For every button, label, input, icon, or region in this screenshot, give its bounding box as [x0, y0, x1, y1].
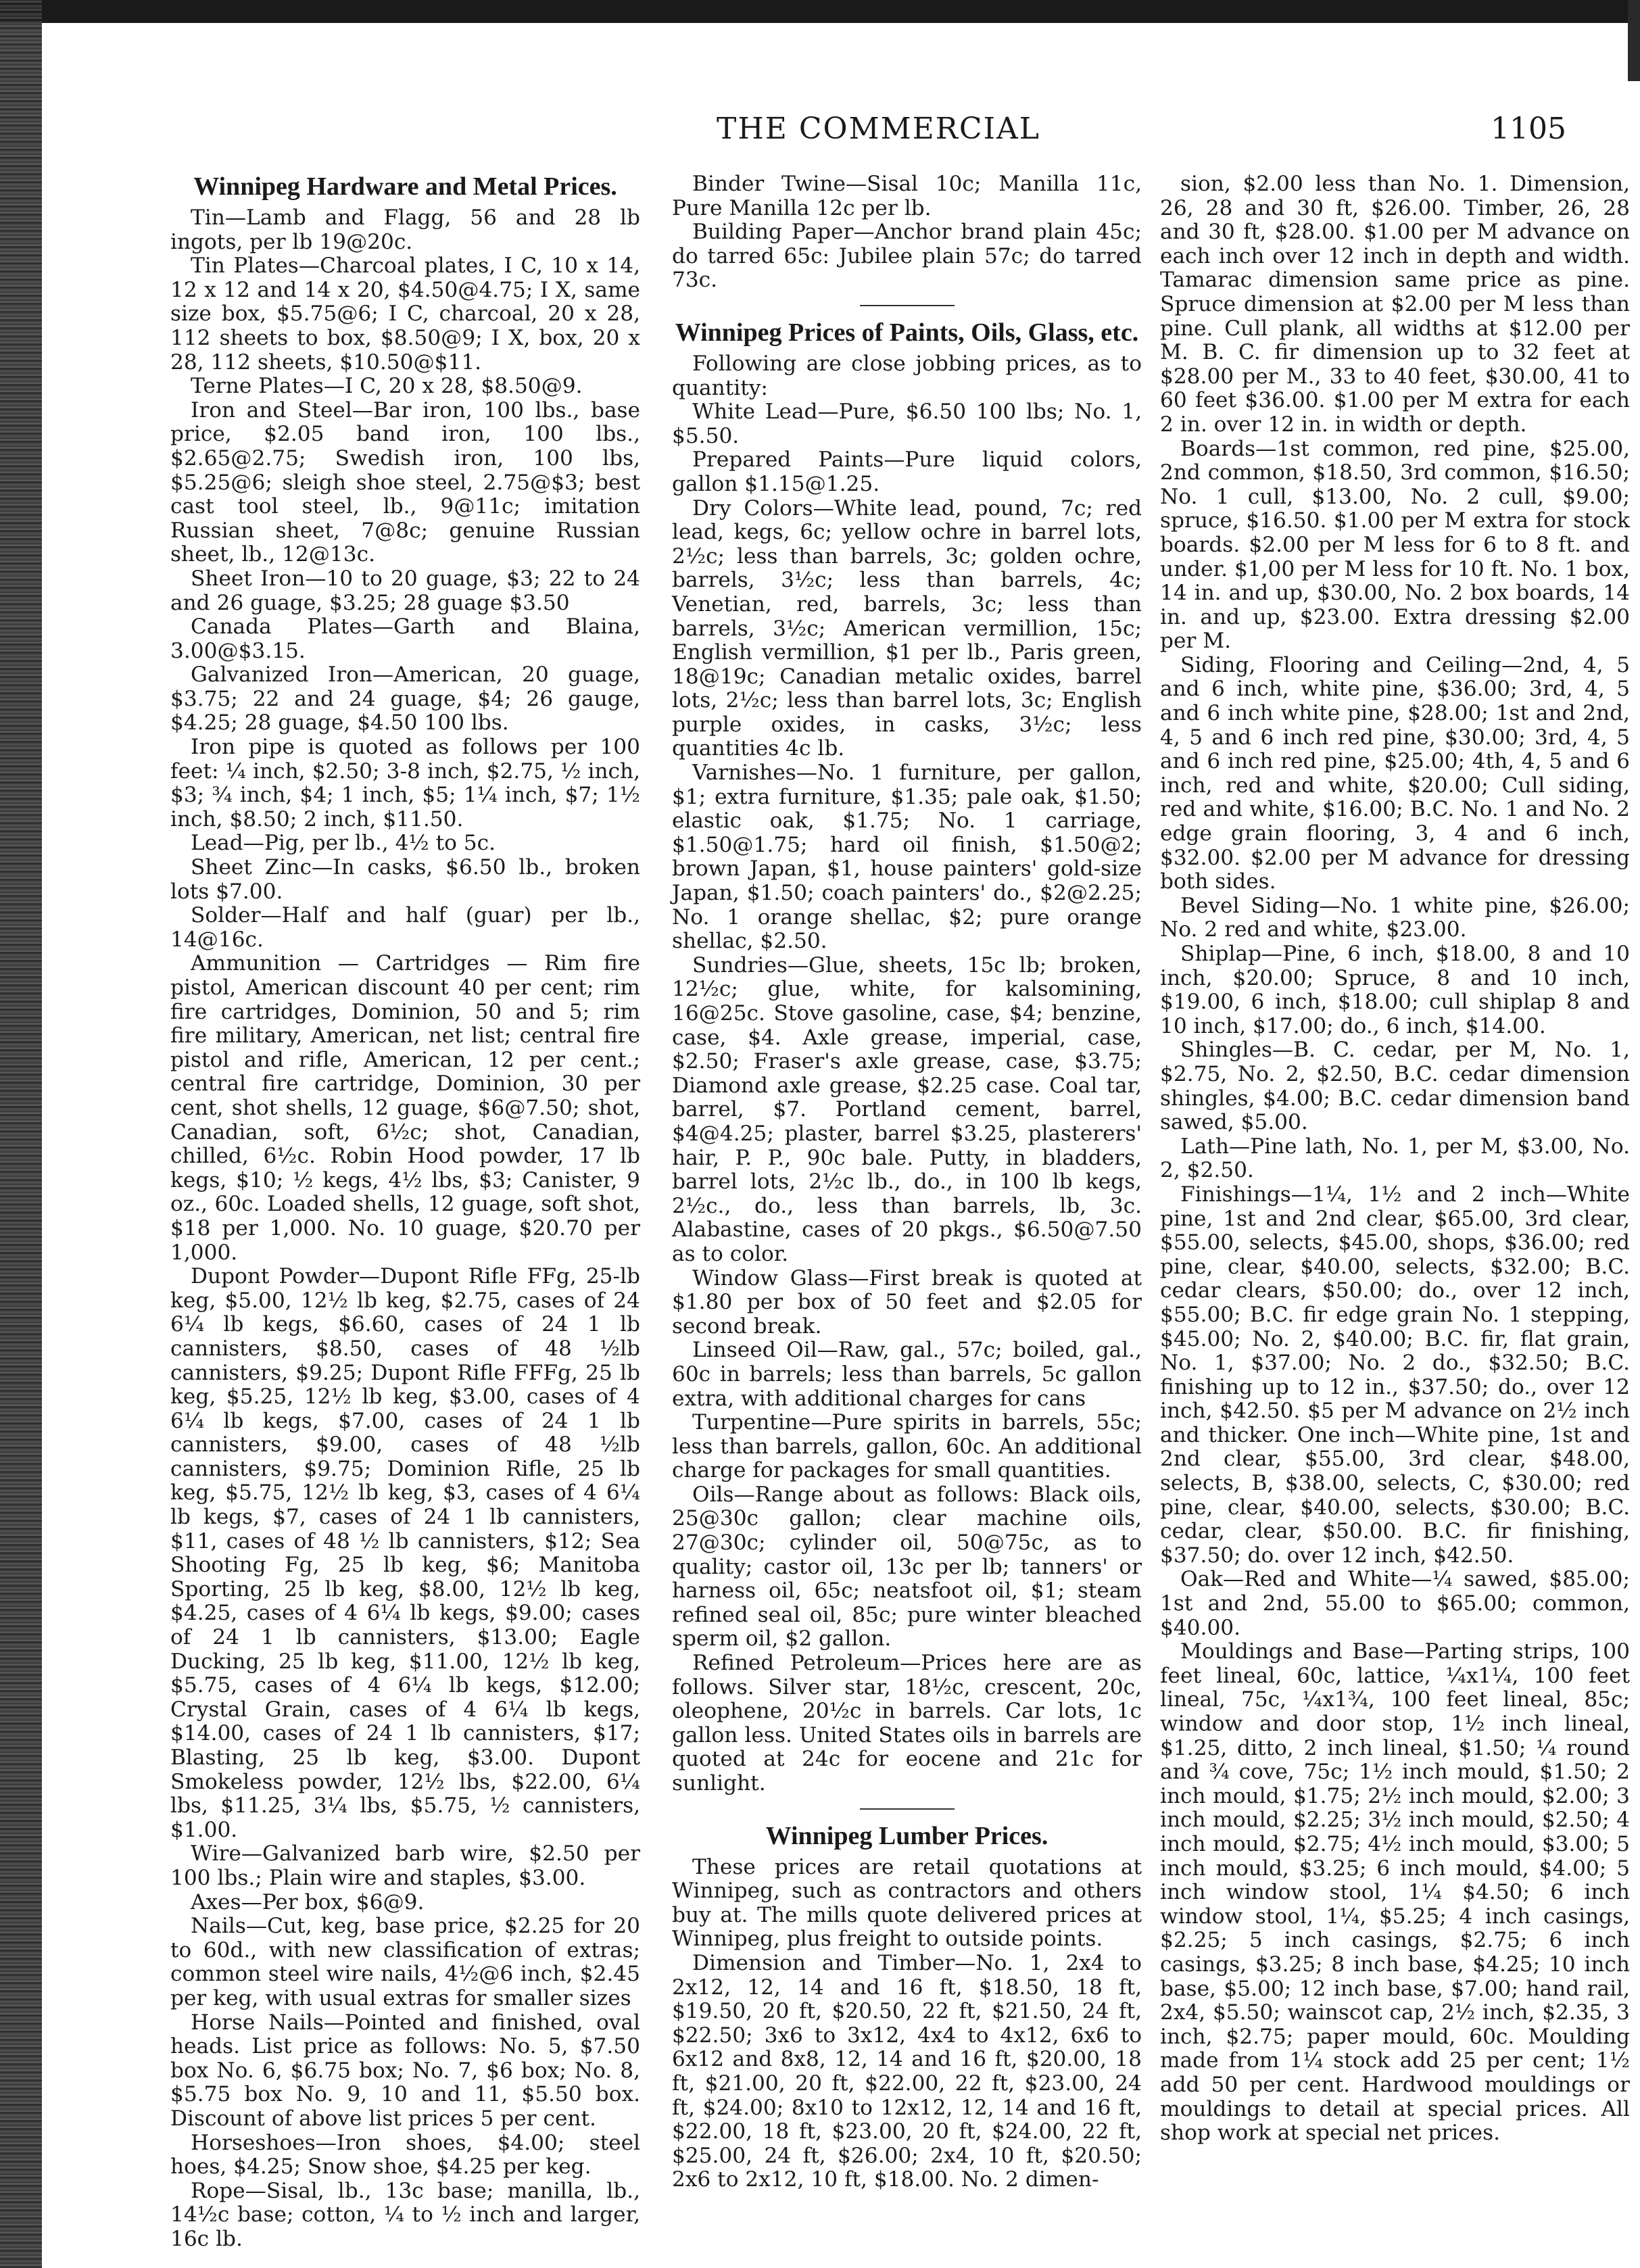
price-paragraph: Oils—Range about as follows: Black oils, 25@30c gallon; clear machine oils, 27@30c; cylinder oil, 50@75c, as to quality; castor oil, 13c per lb; tanners' or harness oil, 65c; neatsfoot oil, $1; steam refined seal oil, 85c; pure winter bleached sperm oil, $2 gallon.	[672, 1482, 1142, 1651]
price-paragraph: Oak—Red and White—¼ sawed, $85.00; 1st and 2nd, 55.00 to $65.00; common, $40.00.	[1160, 1567, 1630, 1640]
column-3	[1160, 172, 1630, 2146]
price-paragraph: Boards—1st common, red pine, $25.00, 2nd common, $18.50, 3rd common, $16.50; No. 1 cull, $13.00, No. 2 cull, $9.00; spruce, $16.50. $1.00 per M extra for stock boards. $2.00 per M less for 6 to 8 ft. and under. $1,00 per M less for 10 ft. No. 1 box, 14 in. and up, $30.00, No. 2 box boards, 14 in. and up, $23.00. Extra dressing $2.00 per M.	[1160, 436, 1630, 654]
price-paragraph: Shingles—B. C. cedar, per M, No. 1, $2.75, No. 2, $2.50, B.C. cedar dimension shingles, $4.00; B.C. cedar dimension band sawed, $5.00.	[1160, 1038, 1630, 1135]
price-paragraph: Horseshoes—Iron shoes, $4.00; steel hoes, $4.25; Snow shoe, $4.25 per keg.	[170, 2130, 640, 2179]
price-paragraph: Rope—Sisal, lb., 13c base; manilla, lb., 14½c base; cotton, ¼ to ½ inch and larger, 16c lb.	[170, 2178, 640, 2251]
price-paragraph: Sheet Iron—10 to 20 guage, $3; 22 to 24 and 26 guage, $3.25; 28 guage $3.50	[170, 566, 640, 615]
page-number: 1105	[1491, 112, 1566, 146]
price-paragraph: Axes—Per box, $6@9.	[191, 1889, 425, 1914]
price-paragraph: Shiplap—Pine, 6 inch, $18.00, 8 and 10 inch, $20.00; Spruce, 8 and 10 inch, $19.00, 6 inch, $18.00; cull shiplap 8 and 10 inch, $17.00; do., 6 inch, $14.00.	[1160, 942, 1630, 1038]
price-paragraph: Ammunition — Cartridges — Rim fire pistol, American discount 40 per cent; rim fire cartridges, Dominion, 50 and 5; rim fire military, American, net list; central fire pistol and rifle, American, 12 per cent.; central fire cartridge, Dominion, 30 per cent, shot shells, 12 guage, $6@7.50; shot, Canadian, soft, 6½c; shot, Canadian, chilled, 6½c. Robin Hood powder, 17 lb kegs, $10; ½ kegs, 4½ lbs, $3; Canister, 9 oz., 60c. Loaded shells, 12 guage, soft shot, $18 per 1,000. No. 10 guage, $20.70 per 1,000.	[170, 951, 640, 1265]
price-paragraph: Tin—Lamb and Flagg, 56 and 28 lb ingots, per lb 19@20c.	[170, 206, 640, 254]
price-paragraph: Prepared Paints—Pure liquid colors, gallon $1.15@1.25.	[672, 448, 1142, 496]
price-paragraph: Canada Plates—Garth and Blaina, 3.00@$3.15.	[170, 614, 640, 663]
scan-border-left	[0, 0, 42, 2268]
price-paragraph: Terne Plates—I C, 20 x 28, $8.50@9.	[191, 374, 583, 399]
price-paragraph: Tin Plates—Charcoal plates, I C, 10 x 14, 12 x 12 and 14 x 20, $4.50@4.75; I X, same size box, $5.75@6; I C, charcoal, 20 x 28, 112 sheets to box, $8.50@9; I X, box, 20 x 28, 112 sheets, $10.50@$11.	[170, 254, 640, 375]
price-paragraph: Lead—Pig, per lb., 4½ to 5c.	[191, 831, 496, 856]
price-paragraph: Turpentine—Pure spirits in barrels, 55c; less than barrels, gallon, 60c. An additional charge for packages for small quantities.	[672, 1410, 1142, 1483]
price-paragraph: Finishings—1¼, 1½ and 2 inch—White pine, 1st and 2nd clear, $65.00, 3rd clear, $55.00, selects, $45.00, shops, $36.00; red pine, clear, $40.00, selects, $32.00; B.C. cedar clears, $50.00; do., over 12 inch, $55.00; B.C. fir edge grain No. 1 stepping, $45.00; No. 2, $40.00; B.C. fir, flat grain, No. 1, $37.00; No. 2 do., $32.50; B.C. finishing up to 12 in., $37.50; do., over 12 inch, $42.50. $5 per M advance on 2½ inch and thicker. One inch—White pine, 1st and 2nd clear, $55.00, 3rd clear, $48.00, selects, B, $38.00, selects, C, $30.00; red pine, clear, $40.00, selects, $30.00; B.C. cedar, clear, $50.00. B.C. fir finishing, $37.50; do. over 12 inch, $42.50.	[1160, 1182, 1630, 1568]
price-paragraph: Bevel Siding—No. 1 white pine, $26.00; No. 2 red and white, $23.00.	[1160, 893, 1630, 942]
price-paragraph: Building Paper—Anchor brand plain 45c; do tarred 65c: Jubilee plain 57c; do tarred 73c.	[672, 220, 1142, 293]
price-paragraph: Horse Nails—Pointed and finished, oval heads. List price as follows: No. 5, $7.50 box No. 6, $6.75 box; No. 7, $6 box; No. 8, $5.75 box No. 9, 10 and 11, $5.50 box. Discount of above list prices 5 per cent.	[170, 2010, 640, 2131]
price-paragraph: Window Glass—First break is quoted at $1.80 per box of 50 feet and $2.05 for second break.	[672, 1265, 1142, 1338]
price-paragraph: These prices are retail quotations at Winnipeg, such as contractors and others buy at. The mills quote delivered prices at Winnipeg, plus freight to outside points.	[672, 1854, 1142, 1952]
price-paragraph: Lath—Pine lath, No. 1, per M, $3.00, No. 2, $2.50.	[1160, 1134, 1630, 1183]
price-paragraph: Dupont Powder—Dupont Rifle FFg, 25-lb keg, $5.00, 12½ lb keg, $2.75, cases of 24 6¼ lb kegs, $6.60, cases of 24 1 lb cannisters, $8.50, cases of 48 ½lb cannisters, $9.25; Dupont Rifle FFFg, 25 lb keg, $5.25, 12½ lb keg, $3.00, cases of 4 6¼ lb kegs, $7.00, cases of 24 1 lb cannisters, $9.00, cases of 48 ½lb cannisters, $9.75; Dominion Rifle, 25 lb keg, $5.75, 12½ lb keg, $3, cases of 4 6¼ lb kegs, $7, cases of 24 1 lb cannisters, $11, cases of 48 ½ lb cannisters, $12; Sea Shooting Fg, 25 lb keg, $6; Manitoba Sporting, 25 lb keg, $8.00, 12½ lb keg, $4.25, cases of 4 6¼ lb kegs, $9.00; cases of 24 1 lb cannisters, $13.00; Eagle Ducking, 25 lb keg, $11.00, 12½ lb keg, $5.75, cases of 4 6¼ lb kegs, $12.00; Crystal Grain, cases of 4 6¼ lb kegs, $14.00, cases of 24 1 lb cannisters, $17; Blasting, 25 lb keg, $3.00. Dupont Smokeless powder, 12½ lbs, $22.00, 6¼ lbs, $11.25, 3¼ lbs, $5.75, ½ cannisters, $1.00.	[170, 1264, 640, 1842]
price-paragraph: Siding, Flooring and Ceiling—2nd, 4, 5 and 6 inch, white pine, $36.00; 3rd, 4, 5 and 6 inch white pine, $28.00; 1st and 2nd, 4, 5 and 6 inch red pine, $30.00; 3rd, 4, 5 and 6 inch red pine, $25.00; 4th, 4, 5 and 6 inch, red and white, $20.00; Cull siding, red and white, $16.00; B.C. No. 1 and No. 2 edge grain flooring, 3, 4 and 6 inch, $32.00. $2.00 per M advance for dressing both sides.	[1160, 652, 1630, 894]
publication-title: THE COMMERCIAL	[717, 112, 1040, 146]
price-paragraph: Varnishes—No. 1 furniture, per gallon, $1; extra furniture, $1.35; pale oak, $1.50; elastic oak, $1.75; No. 1 carriage, $1.50@1.75; hard oil finish, $1.50@2; brown Japan, $1, house painters' gold-size Japan, $1.50; coach painters' do., $2@2.25; No. 1 orange shellac, $2; pure orange shellac, $2.50.	[672, 761, 1142, 954]
price-paragraph: Dry Colors—White lead, pound, 7c; red lead, kegs, 6c; yellow ochre in barrel lots, 2½c; less than barrels, 3c; golden ochre, barrels, 3½c; less than barrels, 4c; Venetian, red, barrels, 3c; less than barrels, 3½c; American vermillion, 15c; English vermillion, $1 per lb., Paris green, 18@19c; Canadian metalic oxides, barrel lots, 2½c; less than barrel lots, 3c; English purple oxides, in casks, 3½c; less quantities 4c lb.	[672, 496, 1142, 761]
price-paragraph: Solder—Half and half (guar) per lb., 14@16c.	[170, 903, 640, 952]
column-1	[170, 172, 640, 2251]
section-heading: Winnipeg Lumber Prices.	[765, 1821, 1048, 1850]
price-paragraph: Galvanized Iron—American, 20 guage, $3.75; 22 and 24 guage, $4; 26 gauge, $4.25; 28 guage, $4.50 100 lbs.	[170, 662, 640, 735]
price-paragraph: Wire—Galvanized barb wire, $2.50 per 100 lbs.; Plain wire and staples, $3.00.	[170, 1841, 640, 1890]
section-divider	[860, 1808, 955, 1810]
price-paragraph: Mouldings and Base—Parting strips, 100 feet lineal, 60c, lattice, ¼x1¼, 100 feet lineal, 75c, ¼x1¾, 100 feet lineal, 85c; window and door stop, 1½ inch lineal, $1.25, ditto, 2 inch lineal, $1.50; ¼ round and ¾ cove, 75c; 1½ inch mould, $1.50; 2 inch mould, $1.75; 2½ inch mould, $2.00; 3 inch mould, $2.25; 3½ inch mould, $2.50; 4 inch mould, $2.75; 4½ inch mould, $3.00; 5 inch mould, $3.25; 6 inch mould, $4.00; 5 inch window stool, 1¼ $4.50; 6 inch window stool, 1¼, $5.25; 4 inch casings, $2.25; 5 inch casings, $2.75; 6 inch casings, $3.25; 8 inch base, $4.25; 10 inch base, $5.00; 12 inch base, $7.00; hand rail, 2x4, $5.50; wainscot cap, 2½ inch, $2.35, 3 inch, $2.75; paper mould, 60c. Moulding made from 1¼ stock add 25 per cent; 1½ add 50 per cent. Hardwood mouldings or mouldings to detail at special prices. All shop work at special net prices.	[1160, 1639, 1630, 2146]
price-paragraph: Binder Twine—Sisal 10c; Manilla 11c, Pure Manilla 12c per lb.	[672, 172, 1142, 220]
price-paragraph: Sheet Zinc—In casks, $6.50 lb., broken lots $7.00.	[170, 855, 640, 904]
price-paragraph: Refined Petroleum—Prices here are as follows. Silver star, 18½c, crescent, 20c, oleophene, 20½c in barrels. Car lots, 1c gallon less. United States oils in barrels are quoted at 24c for eocene and 21c for sunlight.	[672, 1651, 1142, 1795]
scan-border-right	[1628, 0, 1640, 81]
section-heading: Winnipeg Prices of Paints, Oils, Glass, etc.	[675, 318, 1139, 347]
section-divider	[860, 305, 955, 306]
price-paragraph: Following are close jobbing prices, as to quantity:	[672, 351, 1142, 400]
price-paragraph: Nails—Cut, keg, base price, $2.25 for 20 to 60d., with new classification of extras; common steel wire nails, 4½@6 inch, $2.45 per keg, with usual extras for smaller sizes	[170, 1914, 640, 2010]
price-paragraph: Iron and Steel—Bar iron, 100 lbs., base price, $2.05 band iron, 100 lbs., $2.65@2.75; Swedish iron, 100 lbs, $5.25@6; sleigh shoe steel, 2.75@$3; best cast tool steel, lb., 9@11c; imitation Russian sheet, 7@8c; genuine Russian sheet, lb., 12@13c.	[170, 397, 640, 567]
running-header	[0, 112, 1640, 152]
price-paragraph: Dimension and Timber—No. 1, 2x4 to 2x12, 12, 14 and 16 ft, $18.50, 18 ft, $19.50, 20 ft, $20.50, 22 ft, $21.50, 24 ft, $22.50; 3x6 to 3x12, 4x4 to 4x12, 6x6 to 6x12 and 8x8, 12, 14 and 16 ft, $20.00, 18 ft, $21.00, 20 ft, $22.00, 22 ft, $23.00, 24 ft, $24.00; 8x10 to 12x12, 12, 14 and 16 ft, $22.00, 18 ft, $23.00, 20 ft, $24.00, 22 ft, $25.00, 24 ft, $26.00; 2x4, 10 ft, $20.50; 2x6 to 2x12, 10 ft, $18.00. No. 2 dimen-	[672, 1950, 1142, 2192]
scan-border-top	[0, 0, 1640, 23]
price-paragraph: sion, $2.00 less than No. 1. Dimension, 26, 28 and 30 ft, $26.00. Timber, 26, 28 and 30 ft, $28.00. $1.00 per M advance on each inch over 12 inch in depth and width. Tamarac dimension same price as pine. Spruce dimension at $2.00 per M less than pine. Cull plank, all widths at $12.00 per M. B. C. fir dimension up to 32 feet at $28.00 per M., 33 to 40 feet, $30.00, 41 to 60 feet $36.00. $1.00 per M extra for each 2 in. over 12 in. in width or depth.	[1160, 172, 1630, 437]
column-2	[672, 172, 1142, 2192]
price-paragraph: White Lead—Pure, $6.50 100 lbs; No. 1, $5.50.	[672, 400, 1142, 448]
price-paragraph: Iron pipe is quoted as follows per 100 feet: ¼ inch, $2.50; 3-8 inch, $2.75, ½ inch, $3; ¾ inch, $4; 1 inch, $5; 1¼ inch, $7; 1½ inch, $8.50; 2 inch, $11.50.	[170, 735, 640, 831]
section-heading: Winnipeg Hardware and Metal Prices.	[193, 172, 617, 201]
price-paragraph: Linseed Oil—Raw, gal., 57c; boiled, gal., 60c in barrels; less than barrels, 5c gallon extra, with additional charges for cans	[672, 1338, 1142, 1411]
price-paragraph: Sundries—Glue, sheets, 15c lb; broken, 12½c; glue, white, for kalsomining, 16@25c. Stove gasoline, case, $4; benzine, case, $4. Axle grease, imperial, case, $2.50; Fraser's axle grease, case, $3.75; Diamond axle grease, $2.25 case. Coal tar, barrel, $7. Portland cement, barrel, $4@4.25; plaster, barrel $3.25, plasterers' hair, P. P., 90c bale. Putty, in bladders, barrel lots, 2½c lb., do., in 100 lb kegs, 2½c., do., less than barrels, lb, 3c. Alabastine, cases of 20 pkgs., $6.50@7.50 as to color.	[672, 952, 1142, 1266]
